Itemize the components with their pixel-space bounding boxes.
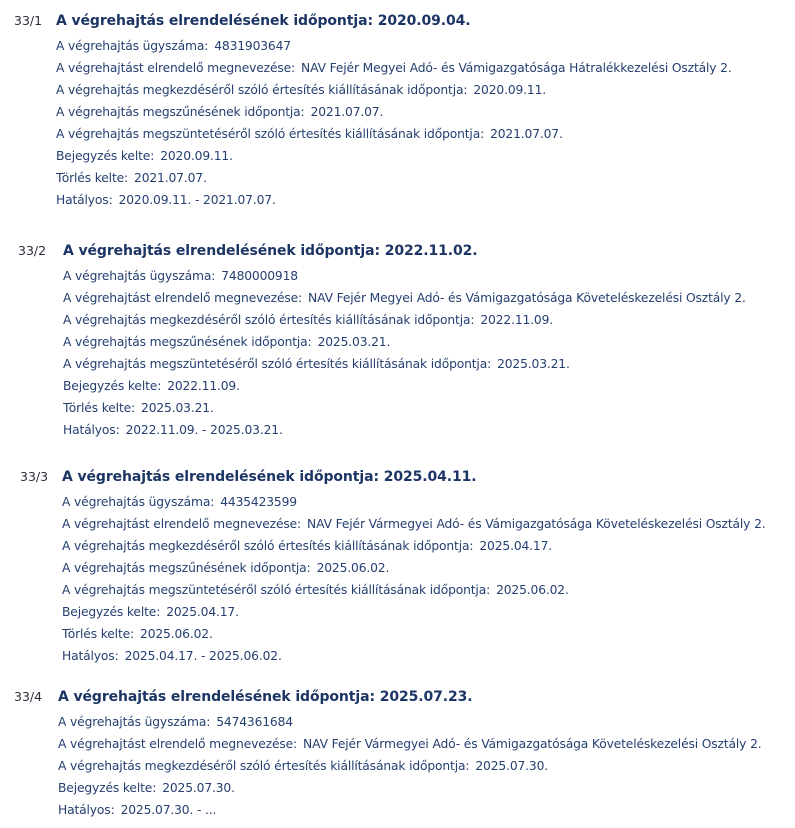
row-label: Törlés kelte: [56, 171, 129, 185]
row-value: 2025.06.02. [316, 561, 390, 575]
row-label: Bejegyzés kelte: [62, 605, 161, 619]
case-number-row [56, 38, 291, 54]
row-label: A végrehajtás megkezdéséről szóló értesítés kiállításának időpontja: [62, 539, 474, 553]
start-notice-date-row [63, 312, 553, 328]
registration-date-row [62, 604, 239, 620]
entry-number: 33/3 [20, 469, 49, 484]
effective-period-row [63, 422, 283, 438]
row-label: A végrehajtás ügyszáma: [58, 715, 211, 729]
row-label: A végrehajtás megkezdéséről szóló értesítés kiállításának időpontja: [58, 759, 470, 773]
effective-period-row [56, 192, 276, 208]
row-value: 2025.04.17. [166, 605, 239, 619]
row-label: A végrehajtás ügyszáma: [62, 495, 215, 509]
entry-number: 33/4 [14, 689, 43, 704]
termination-notice-date-row [62, 582, 569, 598]
row-value: 2025.03.21. [317, 335, 391, 349]
row-value: 2020.09.11. [160, 149, 233, 163]
row-label: Törlés kelte: [62, 627, 135, 641]
ordering-authority-row [63, 290, 746, 306]
row-value: NAV Fejér Megyei Adó- és Vámigazgatósága Hátralékkezelési Osztály 2. [301, 61, 732, 75]
row-value: 2025.07.30. - ... [120, 803, 217, 817]
row-value: 4831903647 [214, 39, 291, 53]
effective-period-row [58, 802, 216, 818]
deletion-date-row [56, 170, 207, 186]
entry-title: A végrehajtás elrendelésének időpontja: 2025.07.23. [58, 689, 473, 705]
termination-date-row [56, 104, 383, 120]
row-value: NAV Fejér Vármegyei Adó- és Vámigazgatósága Követeléskezelési Osztály 2. [307, 517, 766, 531]
registration-date-row [56, 148, 233, 164]
entry-number: 33/1 [14, 13, 43, 28]
termination-notice-date-row [56, 126, 563, 142]
row-label: Hatályos: [63, 423, 120, 437]
entry-number: 33/2 [18, 243, 47, 258]
row-label: Bejegyzés kelte: [63, 379, 162, 393]
entry-title: A végrehajtás elrendelésének időpontja: 2025.04.11. [62, 469, 477, 485]
row-label: Hatályos: [62, 649, 119, 663]
entry-title: A végrehajtás elrendelésének időpontja: 2022.11.02. [63, 243, 478, 259]
row-value: 2022.11.09. - 2025.03.21. [125, 423, 283, 437]
row-label: A végrehajtás megszűnésének időpontja: [56, 105, 305, 119]
row-label: A végrehajtást elrendelő megnevezése: [56, 61, 296, 75]
case-number-row [62, 494, 297, 510]
row-label: A végrehajtás ügyszáma: [63, 269, 216, 283]
deletion-date-row [63, 400, 214, 416]
row-label: Törlés kelte: [63, 401, 136, 415]
row-value: 4435423599 [220, 495, 297, 509]
row-value: 2025.06.02. [140, 627, 213, 641]
row-value: 7480000918 [221, 269, 298, 283]
ordering-authority-row [58, 736, 762, 752]
entry-title: A végrehajtás elrendelésének időpontja: 2020.09.04. [56, 13, 471, 29]
row-value: 2021.07.07. [490, 127, 563, 141]
row-value: 2025.03.21. [141, 401, 214, 415]
row-label: A végrehajtás megszűnésének időpontja: [63, 335, 312, 349]
registration-date-row [63, 378, 240, 394]
ordering-authority-row [56, 60, 732, 76]
row-label: A végrehajtás ügyszáma: [56, 39, 209, 53]
row-value: 2025.07.30. [162, 781, 235, 795]
row-label: Hatályos: [56, 193, 113, 207]
row-label: A végrehajtás megszüntetéséről szóló értesítés kiállításának időpontja: [56, 127, 485, 141]
start-notice-date-row [58, 758, 548, 774]
effective-period-row [62, 648, 282, 664]
row-value: 2022.11.09. [480, 313, 554, 327]
start-notice-date-row [56, 82, 546, 98]
row-value: 2022.11.09. [167, 379, 240, 393]
row-value: 2025.03.21. [497, 357, 570, 371]
termination-notice-date-row [63, 356, 570, 372]
row-label: Hatályos: [58, 803, 115, 817]
row-value: NAV Fejér Megyei Adó- és Vámigazgatósága Követeléskezelési Osztály 2. [308, 291, 746, 305]
row-value: 2021.07.07. [310, 105, 384, 119]
termination-date-row [62, 560, 389, 576]
row-label: A végrehajtást elrendelő megnevezése: [62, 517, 302, 531]
row-label: A végrehajtást elrendelő megnevezése: [63, 291, 303, 305]
row-value: 2025.07.30. [475, 759, 549, 773]
row-value: NAV Fejér Vármegyei Adó- és Vámigazgatósága Követeléskezelési Osztály 2. [303, 737, 762, 751]
row-label: A végrehajtás megkezdéséről szóló értesítés kiállításának időpontja: [63, 313, 475, 327]
row-label: A végrehajtás megszűnésének időpontja: [62, 561, 311, 575]
row-value: 2025.04.17. - 2025.06.02. [124, 649, 282, 663]
row-label: A végrehajtást elrendelő megnevezése: [58, 737, 298, 751]
row-label: A végrehajtás megkezdéséről szóló értesítés kiállításának időpontja: [56, 83, 468, 97]
row-label: Bejegyzés kelte: [56, 149, 155, 163]
deletion-date-row [62, 626, 213, 642]
case-number-row [58, 714, 293, 730]
row-value: 2025.06.02. [496, 583, 569, 597]
row-value: 5474361684 [216, 715, 293, 729]
row-value: 2025.04.17. [479, 539, 553, 553]
registration-date-row [58, 780, 235, 796]
row-value: 2021.07.07. [134, 171, 207, 185]
row-value: 2020.09.11. [473, 83, 547, 97]
row-label: Bejegyzés kelte: [58, 781, 157, 795]
termination-date-row [63, 334, 390, 350]
start-notice-date-row [62, 538, 552, 554]
row-label: A végrehajtás megszüntetéséről szóló értesítés kiállításának időpontja: [63, 357, 492, 371]
ordering-authority-row [62, 516, 766, 532]
case-number-row [63, 268, 298, 284]
row-value: 2020.09.11. - 2021.07.07. [118, 193, 276, 207]
row-label: A végrehajtás megszüntetéséről szóló értesítés kiállításának időpontja: [62, 583, 491, 597]
